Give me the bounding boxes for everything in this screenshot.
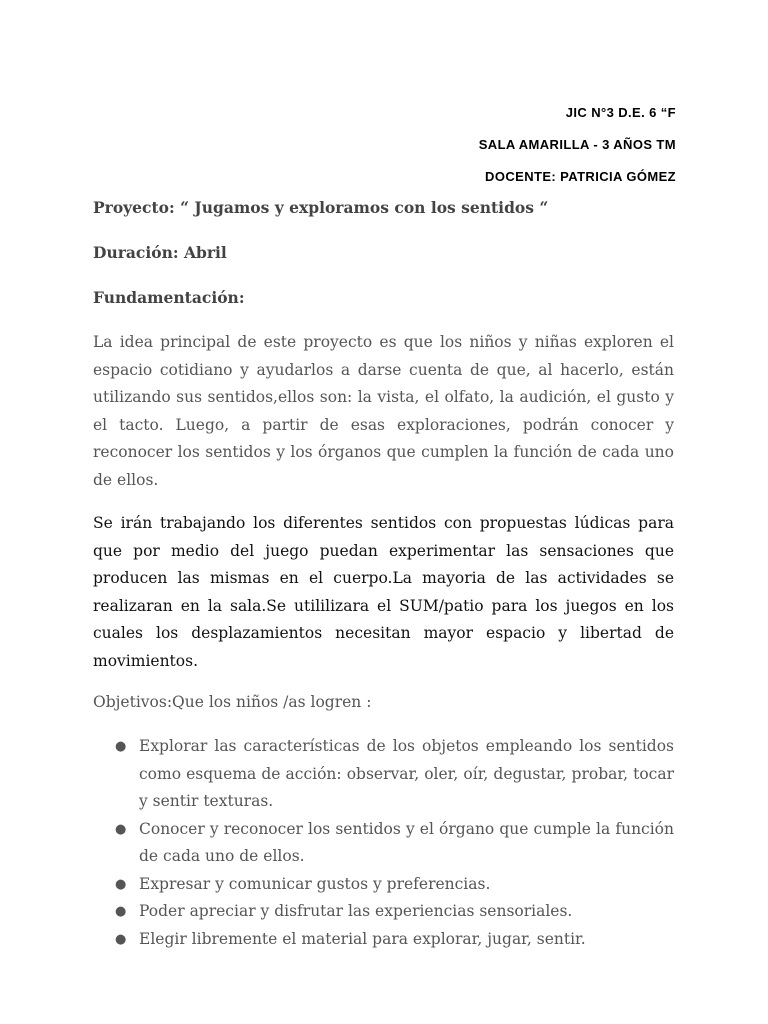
document-header [479, 104, 676, 200]
school-name: JIC N°3 D.E. 6 “F [565, 105, 676, 120]
objective-item [93, 898, 674, 926]
objective-item [93, 816, 674, 871]
bullet-icon: ● [115, 739, 127, 754]
bullet-icon: ● [115, 821, 127, 837]
objective-item [93, 733, 674, 816]
document-body [93, 194, 674, 953]
bullet-icon: ● [115, 931, 127, 947]
project-title: Proyecto: “ Jugamos y exploramos con los sentidos “ [93, 198, 549, 217]
teacher-name: DOCENTE: PATRICIA GÓMEZ [485, 169, 676, 184]
objectives-title: Objetivos:Que los niños /as logren : [93, 693, 372, 711]
project-duration: Duración: Abril [93, 243, 227, 262]
objective-text: Expresar y comunicar gustos y preferencias. [139, 874, 491, 893]
foundation-paragraph-1: La idea principal de este proyecto es que los niños y niñas exploren el espacio cotidiano y ayudarlos a darse cuenta de que, al hacerlo, están utilizando sus sentidos,ellos son: la vista, el olfato, la audición, el gusto y el tacto. Luego, a partir de esas exploraciones, podrán conocer y reconocer los sentidos y los órganos que cumplen la función de cada uno de ellos. [93, 333, 674, 489]
objective-text: Explorar las características de los objetos empleando los sentidos como esquema de acción: observar, oler, oír, degustar, probar, tocar y sentir texturas. [139, 737, 674, 810]
bullet-icon: ● [115, 876, 127, 892]
objective-item [93, 926, 674, 954]
classroom-name: SALA AMARILLA - 3 AÑOS TM [478, 137, 676, 152]
bullet-icon: ● [115, 904, 127, 919]
objective-item [93, 871, 674, 899]
foundation-paragraph-2: Se irán trabajando los diferentes sentidos con propuestas lúdicas para que por medio del juego puedan experimentar las sensaciones que producen las mismas en el cuerpo.La mayoria de las actividades se realizaran en la sala.Se utililizara el SUM/patio para los juegos en los cuales los desplazamientos necesitan mayor espacio y libertad de movimientos. [93, 514, 674, 670]
objectives-list [93, 733, 674, 953]
objective-text: Poder apreciar y disfrutar las experiencias sensoriales. [139, 902, 573, 920]
objective-text: Elegir libremente el material para explorar, jugar, sentir. [139, 929, 586, 948]
objective-text: Conocer y reconocer los sentidos y el órgano que cumple la función de cada uno de ellos. [139, 819, 674, 865]
foundation-heading: Fundamentación: [93, 288, 245, 307]
